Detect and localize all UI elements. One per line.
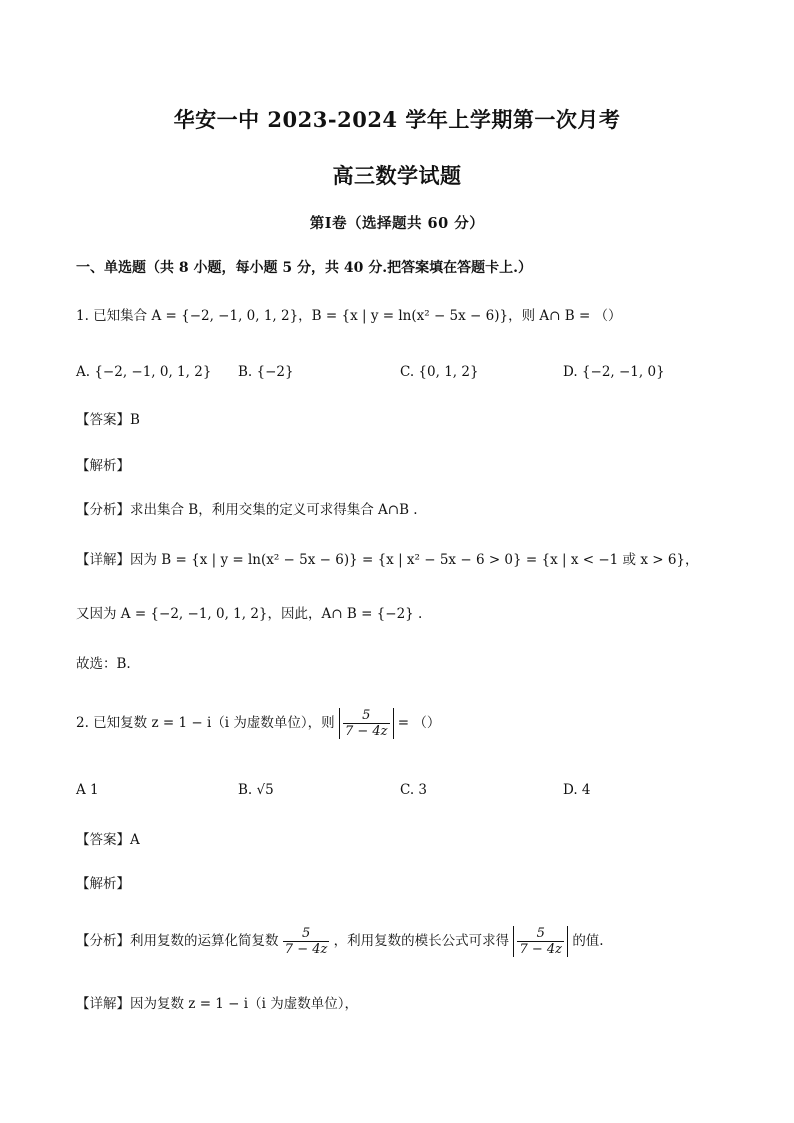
q1-analysis-label: 【解析】 <box>76 458 130 474</box>
q2-detail: 【详解】因为复数 z = 1 − i（i 为虚数单位）， <box>76 996 358 1012</box>
exam-title: 华安一中 2023-2024 学年上学期第一次月考 <box>173 107 621 132</box>
q2-fenxi-fraction-abs <box>517 926 564 957</box>
fraction-denominator: 7 − 4z <box>284 942 328 957</box>
q2-stem-post: = （） <box>397 715 441 731</box>
fraction-numerator: 5 <box>283 926 330 942</box>
q1-option-d: D. {−2, −1, 0} <box>563 364 665 380</box>
q1-option-c: C. {0, 1, 2} <box>400 364 479 380</box>
q2-option-d: D. 4 <box>563 782 591 798</box>
q1-fenxi: 【分析】求出集合 B，利用交集的定义可求得集合 A∩B . <box>76 502 418 518</box>
q2-analysis-label: 【解析】 <box>76 876 130 892</box>
volume-title: 第Ⅰ卷（选择题共 60 分） <box>309 215 485 232</box>
q2-option-b: B. √5 <box>238 782 274 798</box>
fraction-denominator: 7 − 4z <box>519 942 563 957</box>
fraction-numerator: 5 <box>517 926 564 942</box>
q1-detail: 【详解】因为 B = {x | y = ln(x² − 5x − 6)} = {x | x² − 5x − 6 > 0} = {x | x < −1 或 x > 6}， <box>76 552 699 568</box>
q2-option-a: A 1 <box>76 782 99 798</box>
q2-fraction <box>343 708 390 739</box>
q1-answer: 【答案】B <box>76 412 140 428</box>
section-heading: 一、单选题（共 8 小题，每小题 5 分，共 40 分.把答案填在答题卡上.） <box>76 260 532 276</box>
q1-conclusion: 故选：B. <box>76 656 131 672</box>
q2-fenxi <box>76 926 604 957</box>
q2-fenxi-mid: ，利用复数的模长公式可求得 <box>333 933 510 949</box>
q2-stem-pre: 2. 已知复数 z = 1 − i（i 为虚数单位），则 <box>76 715 335 731</box>
q2-option-c: C. 3 <box>400 782 428 798</box>
exam-subtitle: 高三数学试题 <box>332 163 462 188</box>
q2-answer: 【答案】A <box>76 832 140 848</box>
q1-detail-2: 又因为 A = {−2, −1, 0, 1, 2}，因此，A∩ B = {−2} . <box>76 606 423 622</box>
q2-fenxi-post: 的值. <box>572 933 604 949</box>
q1-option-b: B. {−2} <box>238 364 294 380</box>
fraction-numerator: 5 <box>343 708 390 724</box>
q2-fenxi-pre: 【分析】利用复数的运算化简复数 <box>76 933 279 949</box>
q2-fenxi-fraction <box>283 926 330 957</box>
question-1-stem: 1. 已知集合 A = {−2, −1, 0, 1, 2}，B = {x | y = ln(x² − 5x − 6)}，则 A∩ B = （） <box>76 308 622 324</box>
question-2-stem <box>76 708 440 739</box>
fraction-denominator: 7 − 4z <box>344 724 388 739</box>
q1-option-a: A. {−2, −1, 0, 1, 2} <box>76 364 212 380</box>
abs-value-bars <box>339 708 394 739</box>
abs-value-bars <box>513 926 568 957</box>
